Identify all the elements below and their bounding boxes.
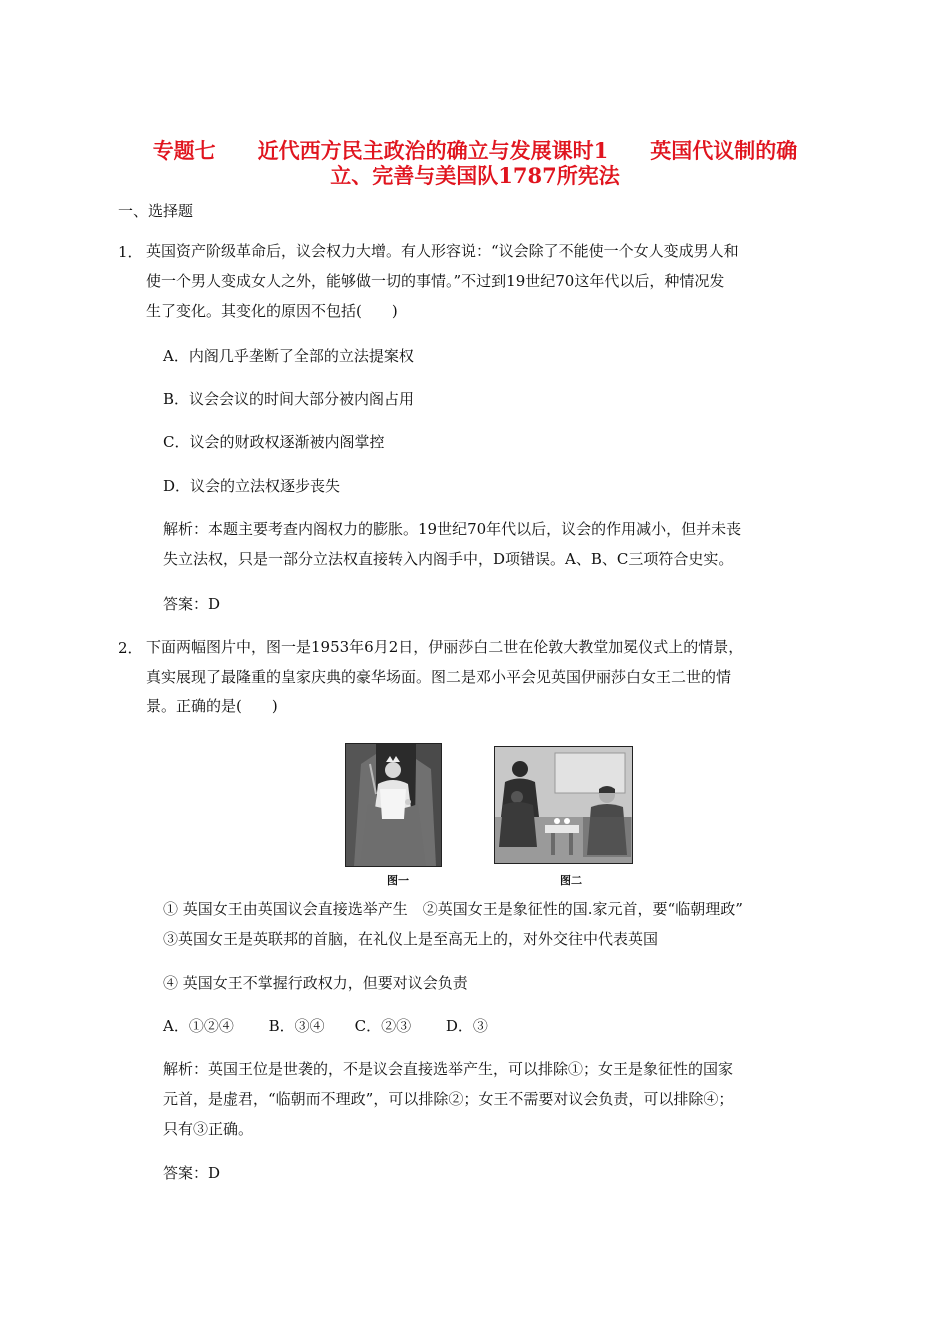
question-1-stem-line: 生了变化。其变化的原因不包括( ) (146, 302, 398, 320)
question-2-analysis-line: 元首，是虚君，“临朝而不理政”，可以排除②；女王不需要对议会负责，可以排除④； (163, 1090, 734, 1108)
document-title-line-1: 专题七 近代西方民主政治的确立与发展课时1 英国代议制的确 (152, 138, 798, 163)
question-1-answer: 答案：D (163, 595, 221, 613)
question-2-stem-line: 真实展现了最隆重的皇家庆典的豪华场面。图二是邓小平会见英国伊丽莎白女王二世的情 (146, 668, 732, 686)
document-title-line-2: 立、完善与美国队1787所宪法 (330, 163, 620, 188)
question-1-option-a: A．内阁几乎垄断了全部的立法提案权 (163, 347, 414, 365)
section-heading: 一、选择题 (118, 202, 194, 220)
question-1-number: 1． (118, 243, 143, 261)
question-1-option-d: D．议会的立法权逐步丧失 (163, 477, 341, 495)
question-2-number: 2． (118, 639, 143, 657)
question-1-option-c: C．议会的财政权逐渐被内阁掌控 (163, 433, 385, 451)
question-2-analysis-line: 解析：英国王位是世袭的，不是议会直接选举产生，可以排除①；女王是象征性的国家 (163, 1060, 734, 1078)
question-2-statement-line: ③英国女王是英联邦的首脑，在礼仪上是至高无上的，对外交往中代表英国 (163, 930, 659, 948)
figure-1-caption: 图一 (387, 874, 409, 887)
question-2-statement-line: ① 英国女王由英国议会直接选举产生 ②英国女王是象征性的国.家元首，要“临朝理政” (163, 900, 743, 918)
question-1-stem-line: 使一个男人变成女人之外，能够做一切的事情。”不过到19世纪70这年代以后，种情况发 (146, 272, 725, 290)
question-2-stem-line: 景。正确的是( ) (146, 697, 278, 715)
question-2-options: A．①②④ B．③④ C．②③ D．③ (163, 1017, 488, 1035)
question-1-option-b: B．议会会议的时间大部分被内阁占用 (163, 390, 415, 408)
question-2-statement-line: ④ 英国女王不掌握行政权力，但要对议会负责 (163, 974, 468, 992)
question-2-stem-line: 下面两幅图片中，图一是1953年6月2日，伊丽莎白二世在伦敦大教堂加冕仪式上的情景， (146, 638, 744, 656)
figure-2-caption: 图二 (560, 874, 582, 887)
question-2-analysis-line: 只有③正确。 (163, 1120, 254, 1138)
question-1-stem-line: 英国资产阶级革命后，议会权力大增。有人形容说：“议会除了不能使一个女人变成男人和 (146, 242, 739, 260)
meeting-photo (494, 746, 633, 864)
question-2-answer: 答案：D (163, 1164, 221, 1182)
coronation-photo (345, 743, 442, 867)
question-1-analysis-line: 失立法权，只是一部分立法权直接转入内阁手中，D项错误。A、B、C三项符合史实。 (163, 550, 734, 568)
question-1-analysis-line: 解析：本题主要考查内阁权力的膨胀。19世纪70年代以后，议会的作用减小，但并未丧 (163, 520, 742, 538)
